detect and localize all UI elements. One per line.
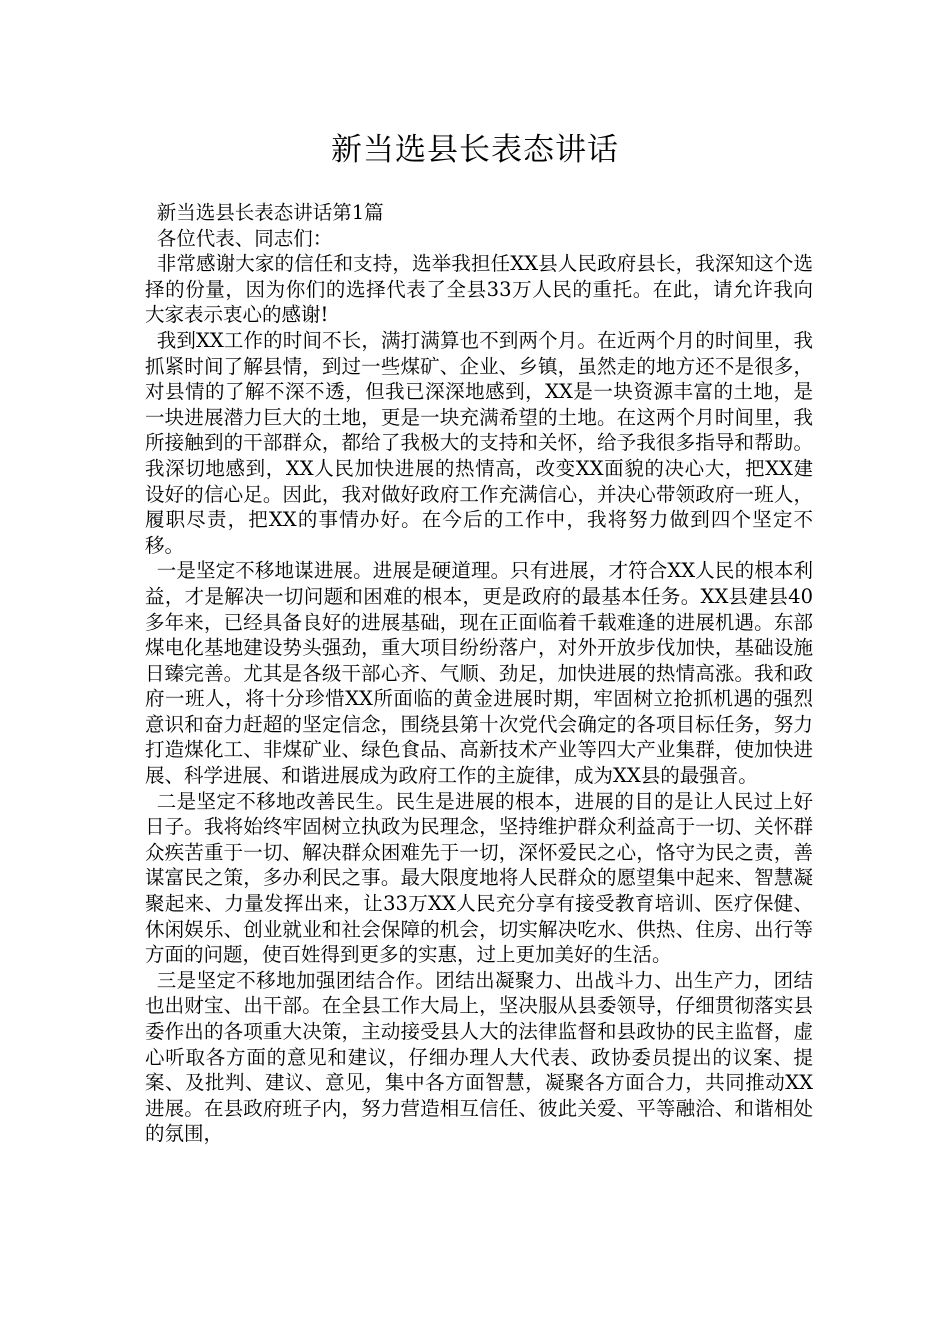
document-salutation: 各位代表、同志们：: [156, 226, 333, 250]
document-paragraph: 二是坚定不移地改善民生。民生是进展的根本，进展的目的是让人民过上好日子。我将始终牢固树立执政为民理念，坚持维护群众利益高于一切、关怀群众疾苦重于一切、解决群众困难先于一切，深怀爱民之心，恪守为民之责，善谋富民之策，多办利民之事。最大限度地将人民群众的愿望集中起来、智慧凝聚起来、力量发挥出来，让33万XX人民充分享有接受教育培训、医疗保健、休闲娱乐、创业就业和社会保障的机会，切实解决吃水、供热、住房、出行等方面的问题，使百姓得到更多的实惠，过上更加美好的生活。: [145, 789, 813, 967]
document-paragraph: 非常感谢大家的信任和支持，选举我担任XX县人民政府县长，我深知这个选择的份量，因为你们的选择代表了全县33万人民的重托。在此，请允许我向大家表示衷心的感谢!: [145, 252, 813, 327]
document-paragraph: 一是坚定不移地谋进展。进展是硬道理。只有进展，才符合XX人民的根本利益，才是解决一切问题和困难的根本，更是政府的最基本任务。XX县建县40多年来，已经具备良好的进展基础，现在正面临着千载难逢的进展机遇。东部煤电化基地建设势头强劲，重大项目纷纷落户，对外开放步伐加快，基础设施日臻完善。尤其是各级干部心齐、气顺、劲足，加快进展的热情高涨。我和政府一班人，将十分珍惜XX所面临的黄金进展时期，牢固树立抢抓机遇的强烈意识和奋力赶超的坚定信念，围绕县第十次党代会确定的各项目标任务，努力打造煤化工、非煤矿业、绿色食品、高新技术产业等四大产业集群，使加快进展、科学进展、和谐进展成为政府工作的主旋律，成为XX县的最强音。: [145, 559, 813, 788]
document-heading-line: 新当选县长表态讲话第1篇: [156, 201, 384, 224]
document-body: [145, 200, 813, 1147]
document-paragraph: 我到XX工作的时间不长，满打满算也不到两个月。在近两个月的时间里，我抓紧时间了解县情，到过一些煤矿、企业、乡镇，虽然走的地方还不是很多，对县情的了解不深不透，但我已深深地感到，XX是一块资源丰富的土地，是一块进展潜力巨大的土地，更是一块充满希望的土地。在这两个月时间里，我所接触到的干部群众，都给了我极大的支持和关怀，给予我很多指导和帮助。我深切地感到，XX人民加快进展的热情高，改变XX面貌的决心大，把XX建设好的信心足。因此，我对做好政府工作充满信心，并决心带领政府一班人，履职尽责，把XX的事情办好。在今后的工作中，我将努力做到四个坚定不移。: [145, 328, 813, 557]
document-title: 新当选县长表态讲话: [331, 132, 619, 168]
document-paragraph: 三是坚定不移地加强团结合作。团结出凝聚力、出战斗力、出生产力，团结也出财宝、出干部。在全县工作大局上，坚决服从县委领导，仔细贯彻落实县委作出的各项重大决策，主动接受县人大的法律监督和县政协的民主监督，虚心听取各方面的意见和建议，仔细办理人大代表、政协委员提出的议案、提案、及批判、建议、意见，集中各方面智慧，凝聚各方面合力，共同推动XX进展。在县政府班子内，努力营造相互信任、彼此关爱、平等融洽、和谐相处的氛围，: [145, 968, 813, 1146]
